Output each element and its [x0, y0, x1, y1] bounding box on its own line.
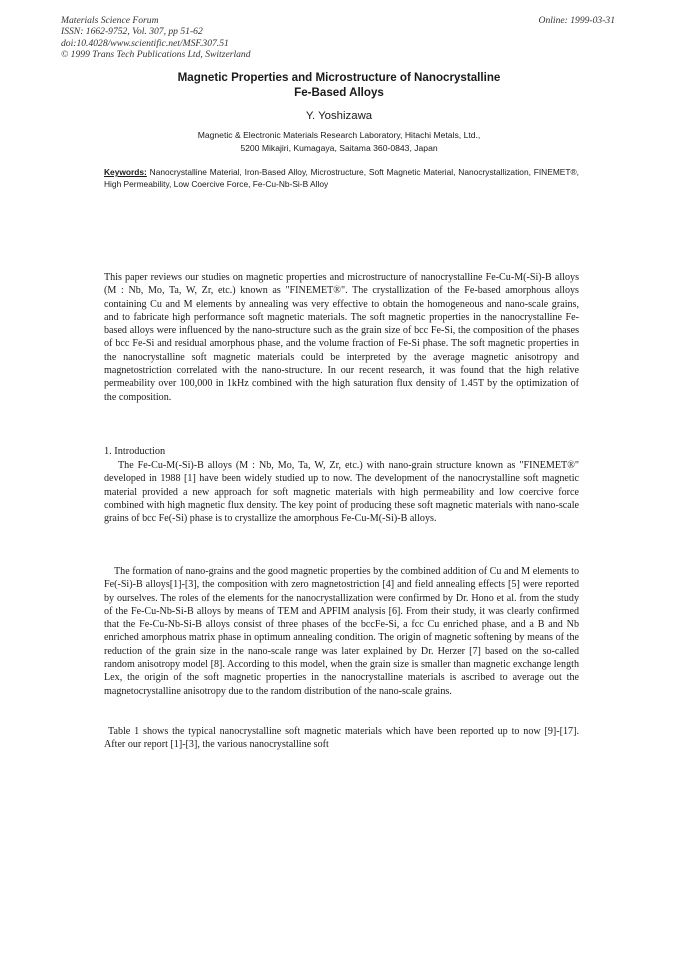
section-heading: 1. Introduction	[104, 446, 166, 457]
title-line-1: Magnetic Properties and Microstructure of Nanocrystalline	[177, 71, 501, 84]
affiliation-line-1: Magnetic & Electronic Materials Research Laboratory, Hitachi Metals, Ltd.,	[197, 130, 481, 140]
keywords-label: Keywords:	[104, 167, 147, 177]
author-name: Y. Yoshizawa	[305, 110, 373, 122]
intro-paragraph-2: The formation of nano-grains and the good magnetic properties by the combined addition of Cu and M elements to Fe(-Si)-B alloys[1]-[3], the composition with zero magnetostriction [4] and field annealing effects [5] were reported by ourselves. The roles of the elements for the nanocrystallization were confirmed by Dr. Hono et al. from the study of the Fe-Cu-Nb-Si-B alloys by means of TEM and APFIM analysis [6]. From their study, it was clearly confirmed that the Fe-Cu-Nb-Si-B alloys consist of three phases of the bccFe-Si, a fcc Cu enriched phase, and a B and Nb enriched amorphous matrix phase in optimum annealing condition. The origin of magnetic softening by means of the reduction of the grain size in the nano-scale range was later explained by Dr. Herzer [7] based on the so-called random anisotropy model [8]. According to this model, when the grain size is smaller than magnetic exchange length Lex, the origin of the soft magnetic properties in the nanocrystalline materials is ascribed to average out the magnetocrystalline anisotropy due to the random distribution of the nano-scale grains.	[104, 566, 579, 697]
doi-line: doi:10.4028/www.scientific.net/MSF.307.51	[61, 37, 229, 49]
keywords	[104, 166, 579, 190]
affiliation-line-2: 5200 Mikajiri, Kumagaya, Saitama 360-0843, Japan	[240, 142, 438, 153]
publication-metadata	[61, 15, 251, 61]
affiliation	[100, 129, 578, 154]
paper-title	[100, 71, 578, 100]
online-date: Online: 1999-03-31	[538, 15, 615, 26]
intro-paragraph-1: The Fe-Cu-M(-Si)-B alloys (M : Nb, Mo, Ta, W, Zr, etc.) with nano-grain structure known as "FINEMET®" developed in 1988 [1] have been widely studied up to now. The development of the nanocrystalline soft magnetic material provided a new approach for soft magnetic materials with high permeability and low coercive force combined with high magnetic flux density. The key point of producing these soft magnetic materials with nano-scale grains of bcc Fe(-Si) phase is to crystallize the amorphous Fe-Cu-M(-Si)-B alloys.	[104, 460, 579, 525]
journal-name: Materials Science Forum	[61, 15, 159, 26]
intro-paragraph-3: Table 1 shows the typical nanocrystalline soft magnetic materials which have been reported up to now [9]-[17]. After our report [1]-[3], the various nanocrystalline soft	[104, 726, 579, 751]
title-line-2: Fe-Based Alloys	[294, 85, 384, 99]
issn-line: ISSN: 1662-9752, Vol. 307, pp 51-62	[61, 26, 203, 38]
copyright-line: © 1999 Trans Tech Publications Ltd, Switzerland	[61, 49, 251, 61]
keywords-list: Nanocrystalline Material, Iron-Based Alloy, Microstructure, Soft Magnetic Material, Nanocrystallization, FINEMET®, High Permeability, Low Coercive Force, Fe-Cu-Nb-Si-B Alloy	[104, 167, 579, 189]
abstract: This paper reviews our studies on magnetic properties and microstructure of nanocrystalline Fe-Cu-M(-Si)-B alloys (M : Nb, Mo, Ta, W, Zr, etc.) known as "FINEMET®". The crystallization of the Fe-based amorphous alloys containing Cu and M elements by annealing was very effective to obtain the homogeneous and nano-scale grains, and to fabricate high performance soft magnetic materials. The soft magnetic properties in the nanocrystalline Fe-based alloys were influenced by the nano-structure such as the grain size of bcc Fe-Si, the composition of the phases of bcc Fe-Si and residual amorphous phase, and the volume fraction of Fe-Si phase. The soft magnetic properties in the nanocrystalline soft magnetic materials could be interpreted by the average magnetic anisotropy and magnetostriction correlated with the nano-structure. In our recent research, it was found that the high relative permeability over 100,000 in 1kHz combined with the high saturation flux density of 1.45T by the optimization of the composition.	[104, 272, 579, 403]
